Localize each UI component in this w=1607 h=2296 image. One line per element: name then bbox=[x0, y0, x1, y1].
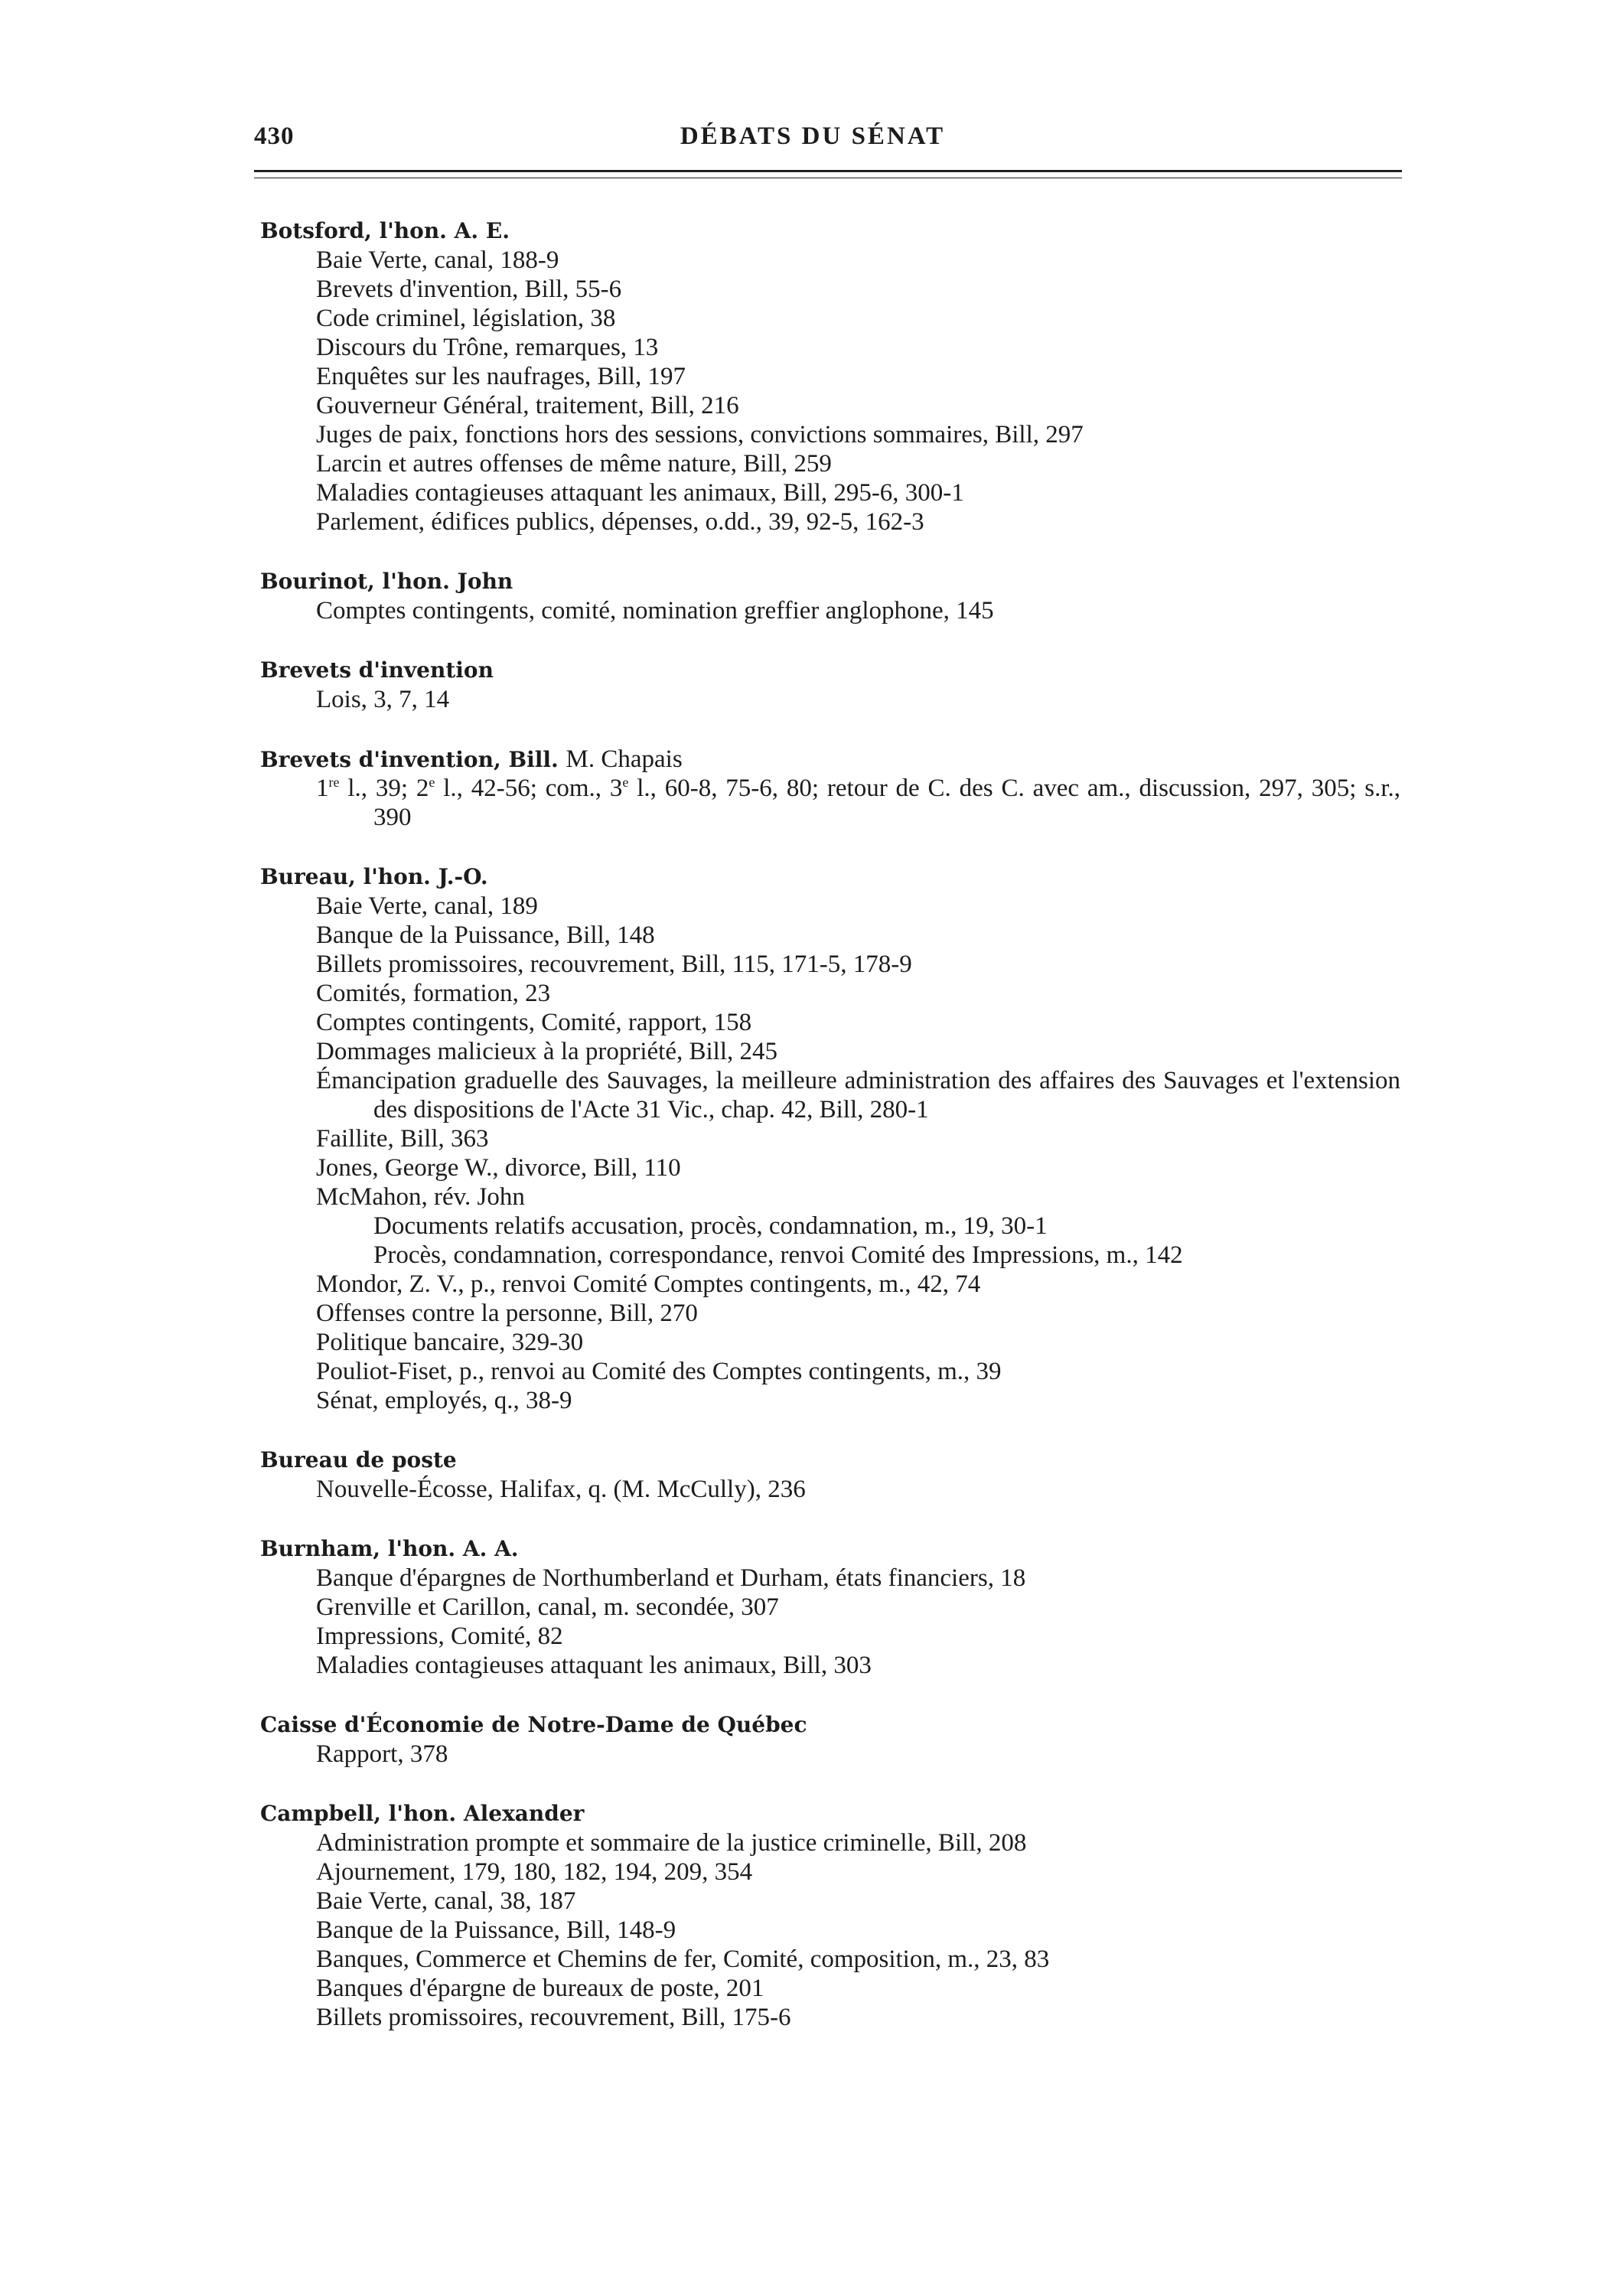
entry-item: Maladies contagieuses attaquant les animaux, Bill, 303 bbox=[316, 1652, 872, 1679]
entry-item: Code criminel, législation, 38 bbox=[316, 305, 616, 332]
reading-text-3: l., 60-8, 75-6, 80; retour de C. des C. avec am., discussion, 297, 305; s.r., 390 bbox=[373, 775, 1400, 831]
reading-text-2: l., 42-56; com., 3 bbox=[435, 775, 623, 802]
page-number: 430 bbox=[254, 122, 295, 150]
entry-item: Juges de paix, fonctions hors des sessions, convictions sommaires, Bill, 297 bbox=[316, 421, 1084, 448]
entry-item: Pouliot-Fiset, p., renvoi au Comité des Comptes contingents, m., 39 bbox=[316, 1358, 1002, 1385]
entry-item: Comités, formation, 23 bbox=[316, 980, 551, 1007]
entry-item: Maladies contagieuses attaquant les animaux, Bill, 295-6, 300-1 bbox=[316, 479, 964, 507]
entry-subitem: Documents relatifs accusation, procès, condamnation, m., 19, 30-1 bbox=[373, 1212, 1048, 1240]
reading-text-1: l., 39; 2 bbox=[339, 775, 429, 802]
entry-item-emancipation: Émancipation graduelle des Sauvages, la meilleure administration des affaires des Sauvages et l'extension des dispositions de l'Acte 31 Vic., chap. 42, Bill, 280-1 bbox=[316, 1067, 1400, 1124]
entry-item: Gouverneur Général, traitement, Bill, 216 bbox=[316, 392, 739, 419]
index-entry-bourinot bbox=[260, 567, 1400, 625]
entry-heading-text: Brevets d'invention, Bill. bbox=[260, 747, 559, 772]
entry-item: Offenses contre la personne, Bill, 270 bbox=[316, 1300, 698, 1327]
entry-item: Comptes contingents, Comité, rapport, 158 bbox=[316, 1009, 752, 1036]
entry-heading bbox=[260, 745, 1400, 774]
entry-item: Larcin et autres offenses de même nature, Bill, 259 bbox=[316, 450, 832, 478]
entry-item: Banque de la Puissance, Bill, 148-9 bbox=[316, 1916, 676, 1944]
entry-item: Banques, Commerce et Chemins de fer, Comité, composition, m., 23, 83 bbox=[316, 1945, 1050, 1973]
entry-heading: Bourinot, l'hon. John bbox=[260, 569, 513, 594]
entry-item: Jones, George W., divorce, Bill, 110 bbox=[316, 1154, 681, 1182]
entry-item: Mondor, Z. V., p., renvoi Comité Comptes contingents, m., 42, 74 bbox=[316, 1270, 981, 1298]
entry-item: Banques d'épargne de bureaux de poste, 201 bbox=[316, 1975, 764, 2002]
entry-item: Banque d'épargnes de Northumberland et Durham, états financiers, 18 bbox=[316, 1564, 1026, 1592]
entry-item: Lois, 3, 7, 14 bbox=[316, 686, 450, 713]
entry-item: Discours du Trône, remarques, 13 bbox=[316, 334, 659, 361]
index-entry-burnham bbox=[260, 1534, 1400, 1680]
entry-item: Administration prompte et sommaire de la justice criminelle, Bill, 208 bbox=[316, 1829, 1027, 1857]
index-entry-brevets bbox=[260, 656, 1400, 714]
entry-item: Billets promissoires, recouvrement, Bill, 175-6 bbox=[316, 2004, 791, 2031]
entry-heading: Campbell, l'hon. Alexander bbox=[260, 1801, 585, 1826]
index-entry-brevets-bill bbox=[260, 745, 1400, 832]
entry-subitem: Procès, condamnation, correspondance, renvoi Comité des Impressions, m., 142 bbox=[373, 1241, 1183, 1269]
page-title: DÉBATS DU SÉNAT bbox=[680, 122, 946, 150]
entry-item: Baie Verte, canal, 188-9 bbox=[316, 246, 559, 274]
index-entry-bureau bbox=[260, 863, 1400, 1415]
entry-item: Banque de la Puissance, Bill, 148 bbox=[316, 921, 655, 949]
entry-item: Comptes contingents, comité, nomination greffier anglophone, 145 bbox=[316, 597, 994, 625]
entry-item: Grenville et Carillon, canal, m. secondée, 307 bbox=[316, 1593, 779, 1621]
entry-heading: Botsford, l'hon. A. E. bbox=[260, 218, 510, 243]
entry-item: Baie Verte, canal, 189 bbox=[316, 892, 538, 920]
entry-item: Enquêtes sur les naufrages, Bill, 197 bbox=[316, 363, 686, 390]
entry-item: Brevets d'invention, Bill, 55-6 bbox=[316, 276, 622, 303]
entry-item bbox=[316, 774, 1400, 832]
entry-heading: Burnham, l'hon. A. A. bbox=[260, 1536, 519, 1561]
entry-item: Impressions, Comité, 82 bbox=[316, 1623, 563, 1650]
running-head bbox=[254, 122, 1402, 161]
reading-1-num: 1 bbox=[316, 775, 329, 802]
entry-heading: Caisse d'Économie de Notre-Dame de Québec bbox=[260, 1712, 807, 1737]
entry-item: Baie Verte, canal, 38, 187 bbox=[316, 1887, 576, 1915]
entry-item: Parlement, édifices publics, dépenses, o.dd., 39, 92-5, 162-3 bbox=[316, 508, 924, 536]
entry-item: Ajournement, 179, 180, 182, 194, 209, 354 bbox=[316, 1858, 753, 1886]
entry-heading: Brevets d'invention bbox=[260, 657, 494, 683]
index-entry-bureau-de-poste bbox=[260, 1446, 1400, 1504]
index-entry-caisse bbox=[260, 1711, 1400, 1769]
entry-item: Rapport, 378 bbox=[316, 1740, 448, 1768]
reading-2-sup: e bbox=[429, 775, 435, 790]
index-entry-botsford bbox=[260, 217, 1400, 536]
entry-item: Dommages malicieux à la propriété, Bill, 245 bbox=[316, 1038, 778, 1065]
entry-item: Politique bancaire, 329-30 bbox=[316, 1329, 584, 1356]
reading-1-sup: re bbox=[328, 775, 340, 790]
entry-item: Sénat, employés, q., 38-9 bbox=[316, 1387, 572, 1414]
entry-heading: Bureau, l'hon. J.-O. bbox=[260, 864, 488, 889]
entry-item: McMahon, rév. John bbox=[316, 1183, 525, 1211]
entry-item: Billets promissoires, recouvrement, Bill, 115, 171-5, 178-9 bbox=[316, 951, 912, 978]
index-entry-campbell bbox=[260, 1799, 1400, 2032]
entry-item: Faillite, Bill, 363 bbox=[316, 1125, 489, 1153]
header-rule-thick bbox=[254, 170, 1402, 172]
entry-heading: Bureau de poste bbox=[260, 1447, 457, 1473]
index-body bbox=[260, 217, 1400, 2063]
reading-3-sup: e bbox=[622, 775, 629, 790]
bill-sponsor: M. Chapais bbox=[566, 745, 683, 773]
entry-item: Nouvelle-Écosse, Halifax, q. (M. McCully), 236 bbox=[316, 1476, 806, 1503]
